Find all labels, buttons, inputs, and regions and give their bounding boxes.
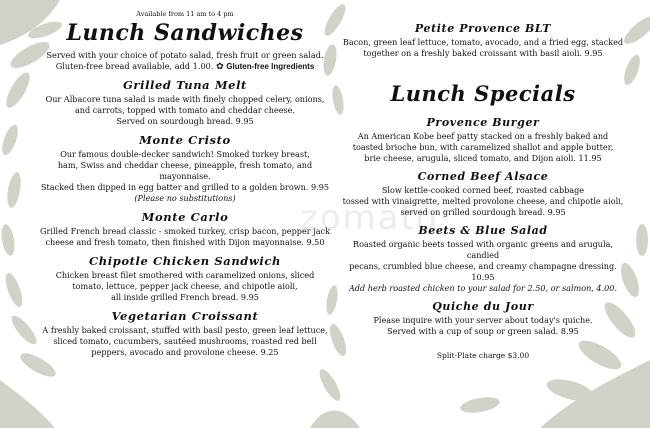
description-line: Chicken breast filet smothered with caramelized onions, sliced — [55, 270, 315, 280]
menu-item — [340, 116, 626, 164]
section-title-sandwiches: Lunch Sandwiches — [66, 20, 304, 46]
menu-item-description — [40, 270, 330, 303]
split-plate-charge: Split-Plate charge $3.00 — [436, 351, 530, 360]
description-line: Served with a cup of soup or green salad. 8.95 — [387, 326, 579, 336]
description-line: toasted brioche bun, with caramelized shallot and apple butter, — [352, 142, 614, 152]
sandwiches-intro — [40, 50, 330, 72]
description-line: Roasted organic beets tossed with organic greens and arugula, candied — [353, 239, 613, 260]
menu-item-name: Beets & Blue Salad — [418, 224, 548, 237]
item-note: Add herb roasted chicken to your salad for 2.50, or salmon, 4.00. — [348, 283, 618, 293]
intro-line: Served with your choice of potato salad, fresh fruit or green salad. — [46, 50, 324, 60]
menu-item-description — [340, 37, 626, 59]
description-line: served on grilled sourdough bread. 9.95 — [400, 207, 566, 217]
section-title-specials: Lunch Specials — [390, 81, 576, 106]
description-line: tossed with vinaigrette, melted provolone cheese, and chipotle aioli, — [342, 196, 624, 206]
description-line: tomato, lettuce, pepper jack cheese, and chipotle aioli, — [72, 281, 298, 291]
menu-item-description — [40, 94, 330, 127]
menu-item-description — [340, 239, 626, 294]
description-line: all inside grilled French bread. 9.95 — [111, 292, 259, 302]
description-line: cheese and fresh tomato, then finished with Dijon mayonnaise. 9.50 — [45, 237, 325, 247]
menu-item-description — [340, 131, 626, 164]
description-line: pecans, crumbled blue cheese, and creamy champagne dressing. 10.95 — [349, 261, 617, 282]
menu-item — [40, 210, 330, 248]
menu-item-name: Petite Provence BLT — [414, 22, 552, 35]
menu-item — [340, 224, 626, 294]
menu-item-name: Chipotle Chicken Sandwich — [89, 254, 281, 268]
description-line: brie cheese, arugula, sliced tomato, and Dijon aioli. 11.95 — [364, 153, 602, 163]
menu-item — [40, 309, 330, 358]
menu-item-description — [340, 315, 626, 337]
menu-item-description — [40, 325, 330, 358]
menu-item — [340, 22, 626, 59]
description-line: Stacked then dipped in egg batter and grilled to a golden brown. 9.95 — [40, 182, 330, 192]
menu-item — [340, 170, 626, 218]
menu-item-name: Grilled Tuna Melt — [123, 78, 247, 92]
gluten-free-bread-note: Gluten-free bread available, add 1.00. — [55, 60, 214, 71]
description-line: Slow kettle-cooked corned beef, roasted cabbage — [381, 185, 585, 195]
menu-item — [40, 78, 330, 127]
description-line: Grilled French bread classic - smoked turkey, crisp bacon, pepper jack — [40, 226, 330, 236]
menu-item — [40, 133, 330, 204]
description-line: Please inquire with your server about today's quiche. — [373, 315, 593, 325]
description-line: together on a freshly baked croissant with basil aioli. 9.95 — [363, 48, 603, 58]
menu-item-description — [40, 149, 330, 204]
menu-item-name: Vegetarian Croissant — [111, 309, 259, 323]
description-line: Bacon, green leaf lettuce, tomato, avocado, and a fried egg, stacked — [342, 37, 624, 47]
item-note: (Please no substitutions) — [134, 193, 236, 203]
description-line: and carrots, topped with tomato and cheddar cheese. — [74, 105, 296, 115]
description-line: An American Kobe beef patty stacked on a freshly baked and — [357, 131, 609, 141]
menu-item-description — [340, 185, 626, 218]
availability-note: Available from 11 am to 4 pm — [136, 10, 234, 18]
menu-item — [340, 300, 626, 337]
description-line: Our Albacore tuna salad is made with finely chopped celery, onions, — [45, 94, 325, 104]
lunch-specials-column — [340, 0, 626, 360]
description-line: Served on sourdough bread. 9.95 — [116, 116, 254, 126]
description-line: A freshly baked croissant, stuffed with basil pesto, green leaf lettuce, — [42, 325, 328, 335]
menu-item — [40, 254, 330, 303]
menu-item-name: Monte Carlo — [141, 210, 229, 224]
menu-item-name: Quiche du Jour — [432, 300, 534, 313]
menu-item-name: Provence Burger — [426, 116, 540, 129]
watermark: zomato — [300, 198, 439, 238]
menu-item-name: Corned Beef Alsace — [417, 170, 549, 183]
menu-item-description — [40, 226, 330, 248]
description-line: Our famous double-decker sandwich! Smoked turkey breast, — [60, 149, 310, 159]
flower-icon: ✿ — [216, 61, 224, 72]
gluten-free-label: Gluten-free Ingredients — [226, 61, 315, 71]
description-line: ham, Swiss and cheddar cheese, pineapple, fresh tomato, and mayonnaise. — [57, 160, 313, 181]
menu-item-name: Monte Cristo — [139, 133, 231, 147]
lunch-sandwiches-column — [40, 0, 330, 358]
intro-line — [40, 61, 330, 73]
description-line: peppers, avocado and provolone cheese. 9.25 — [91, 347, 279, 357]
description-line: sliced tomato, cucumbers, sautéed mushrooms, roasted red bell — [53, 336, 317, 346]
